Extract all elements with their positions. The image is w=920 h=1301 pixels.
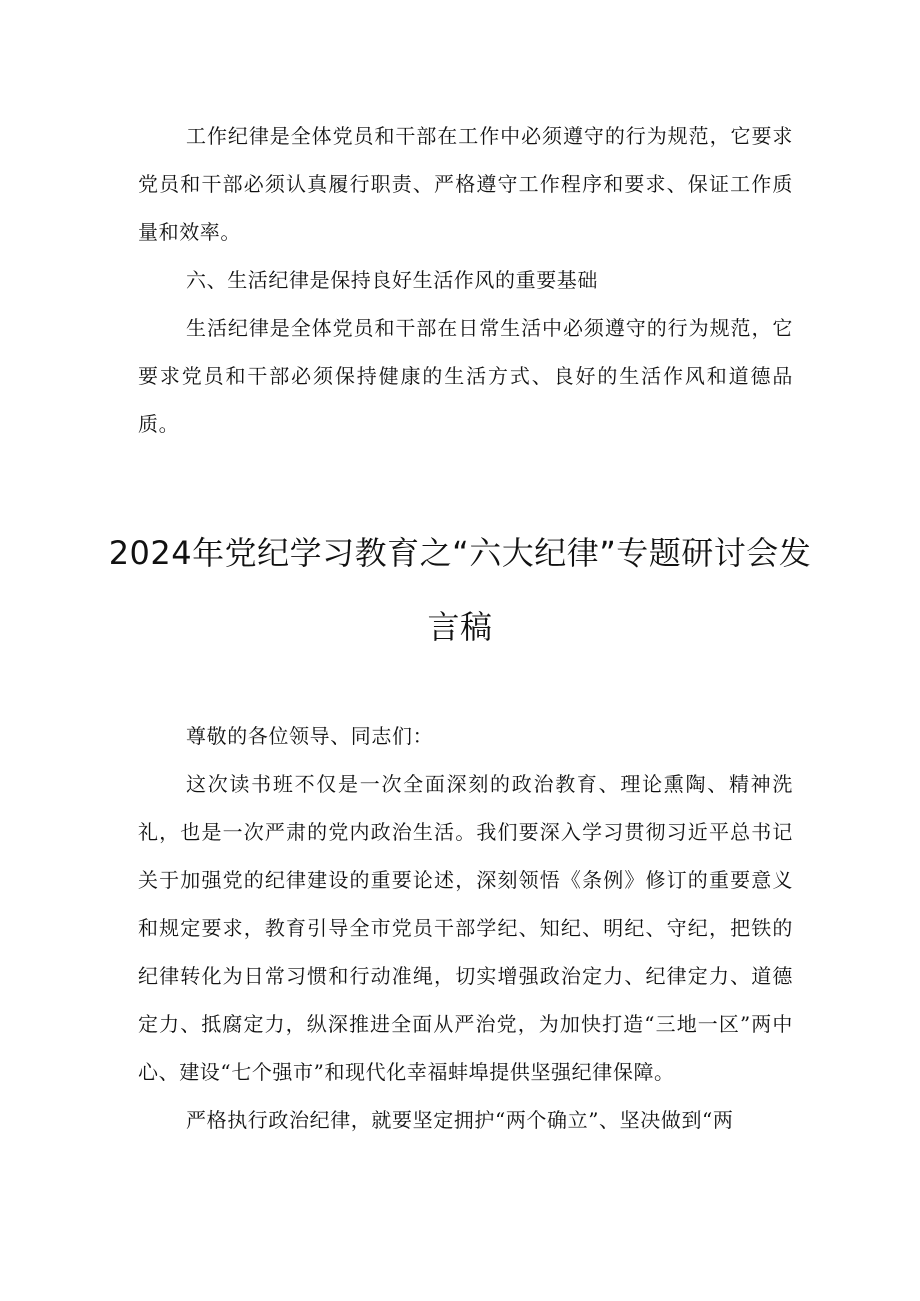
top-section (138, 112, 793, 448)
salutation: 尊敬的各位领导、同志们： (186, 724, 434, 748)
heading-life-discipline: 六、生活纪律是保持良好生活作风的重要基础 (186, 268, 598, 292)
paragraph-work-discipline: 工作纪律是全体党员和干部在工作中必须遵守的行为规范，它要求党员和干部必须认真履行职责、严格遵守工作程序和要求、保证工作质量和效率。 (138, 124, 793, 244)
paragraph-political-discipline: 严格执行政治纪律，就要坚定拥护“两个确立”、坚决做到“两 (186, 1108, 734, 1132)
paragraph-life-discipline: 生活纪律是全体党员和干部在日常生活中必须遵守的行为规范，它要求党员和干部必须保持健康的生活方式、良好的生活作风和道德品质。 (138, 316, 793, 436)
paragraph-study-session: 这次读书班不仅是一次全面深刻的政治教育、理论熏陶、精神洗礼，也是一次严肃的党内政治生活。我们要深入学习贯彻习近平总书记关于加强党的纪律建设的重要论述，深刻领悟《条例》修订的重要意义和规定要求，教育引导全市党员干部学纪、知纪、明纪、守纪，把铁的纪律转化为日常习惯和行动准绳，切实增强政治定力、纪律定力、道德定力、抵腐定力，纵深推进全面从严治党，为加快打造“三地一区”两中心、建设“七个强市”和现代化幸福蚌埠提供坚强纪律保障。 (138, 772, 793, 1084)
document-title: 2024年党纪学习教育之“六大纪律”专题研讨会发言稿 (108, 534, 812, 646)
speech-section (138, 712, 793, 1144)
